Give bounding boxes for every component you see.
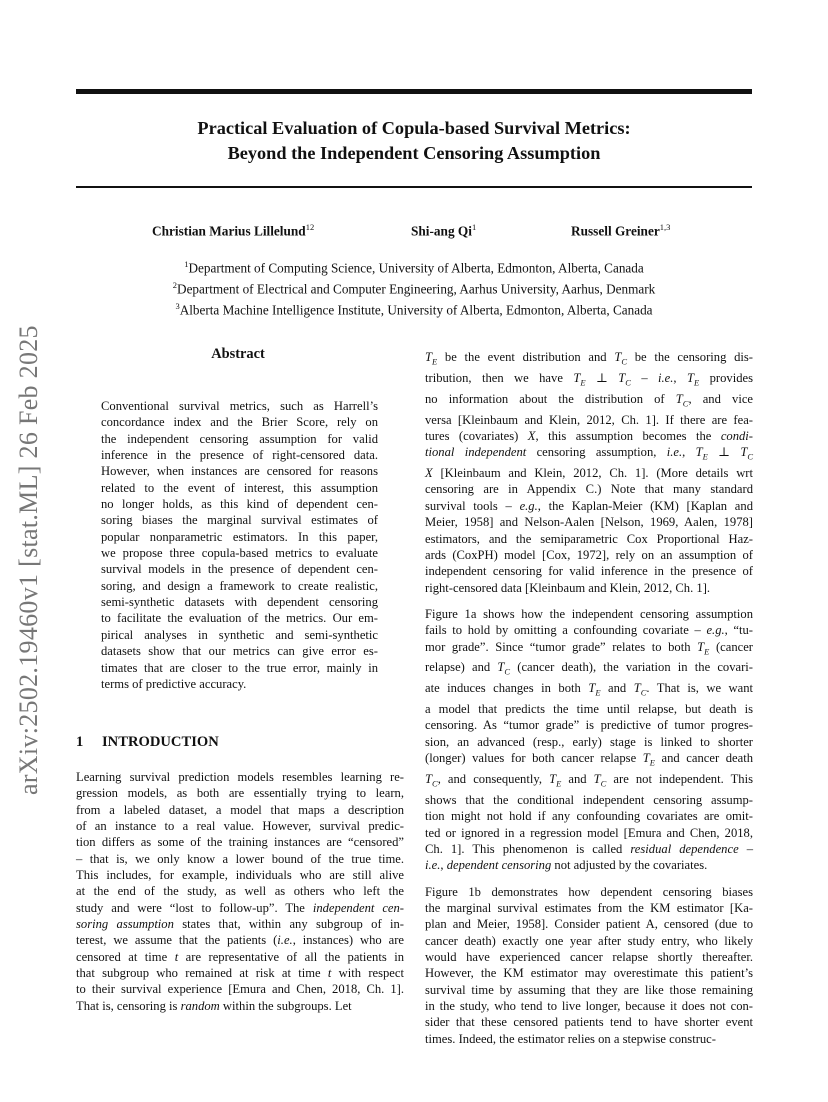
text-line: This includes, for example, individuals who are still alive <box>76 868 404 883</box>
text-line: estimators, and the semiparametric Cox Proportional Haz- <box>425 531 753 546</box>
text-line: no longer holds, as this kind of dependent cen- <box>101 497 378 512</box>
paragraph-figure-1a <box>425 606 753 874</box>
text-line: sion, an advanced (resp., early) stage is linked to shorter <box>425 734 753 749</box>
text-line: study and were “lost to follow-up”. The independent cen- <box>76 900 404 915</box>
text-line: cancer death) exactly one year after study entry, who likely <box>425 933 753 948</box>
text-line: datasets show that our metrics can give error es- <box>101 644 378 659</box>
text-line: tion might not hold if any confounding covariates are omit- <box>425 809 753 824</box>
paper-title <box>76 116 752 166</box>
text-line: censored at time t are representative of all the patients in <box>76 949 404 964</box>
abstract-body <box>101 398 378 692</box>
title-bottom-rule <box>76 186 752 188</box>
text-line: no information about the distribution of $T_C$, and vice <box>425 391 753 409</box>
text-line: Ch. 1]. This phenomenon is called residual dependence – <box>425 841 753 856</box>
text-line: ards (CoxPH) model [Cox, 1972], rely on an assumption of <box>425 547 753 562</box>
text-line: in the study, who tend to live longer, because it does not con- <box>425 999 753 1014</box>
text-line: terms of predictive accuracy. <box>101 676 247 691</box>
text-line: shows that the conditional independent censoring assump- <box>425 792 753 807</box>
arxiv-identifier-stamp: arXiv:2502.19460v1 [stat.ML] 26 Feb 2025 <box>14 325 43 795</box>
text-line: survival tools – e.g., the Kaplan-Meier (KM) [Kaplan and <box>425 498 753 513</box>
text-line: that subgroup who remained at risk at time t with respect <box>76 966 404 981</box>
text-line: X [Kleinbaum and Klein, 2012, Ch. 1]. (More details wrt <box>425 466 753 481</box>
text-line: terest, we assume that the patients (i.e., instances) who are <box>76 933 404 948</box>
text-line: would have experienced cancer relapse shortly thereafter. <box>425 949 753 964</box>
text-line: censoring. As “tumor grade” is predictive of tumor progres- <box>425 718 753 733</box>
text-line: soring biases the marginal survival estimates of <box>101 513 378 528</box>
text-line: i.e., dependent censoring not adjusted by the covariates. <box>425 858 708 873</box>
paragraph-figure-1b <box>425 884 753 1047</box>
text-line: Meier, 1958] and Nelson-Aalen [Nelson, 1969, Aalen, 1978] <box>425 515 753 530</box>
text-line: fails to hold by omitting a confounding covariate – e.g., “tu- <box>425 623 753 638</box>
text-line: right-censored data [Kleinbaum and Klein, 2012, Ch. 1]. <box>425 580 711 595</box>
text-line: concordance index and the Brier Score, rely on <box>101 415 378 430</box>
text-line: we propose three copula-based metrics to evaluate <box>101 546 378 561</box>
text-line: inference in the presence of right-censored data. <box>101 448 378 463</box>
text-line: timates that are closer to the true error, mainly in <box>101 660 378 675</box>
text-line: independent censoring for valid inference in the presence of <box>425 564 753 579</box>
text-line: survival models in the presence of dependent cen- <box>101 562 378 577</box>
paragraph-independence <box>425 349 753 596</box>
abstract-heading: Abstract <box>211 346 265 362</box>
text-line: the independent censoring assumption for valid <box>101 431 378 446</box>
text-line: $T_C$, and consequently, $T_E$ and $T_C$ are not independent. This <box>425 772 753 789</box>
title-line-2: Beyond the Independent Censoring Assumption <box>227 143 601 163</box>
text-line: $T_E$ be the event distribution and $T_C$ be the censoring dis- <box>425 350 754 367</box>
text-line: Conventional survival metrics, such as Harrell’s <box>101 399 378 413</box>
text-line: tion differs as some of the training instances are “censored” <box>76 835 404 850</box>
text-line: Figure 1b demonstrates how dependent censoring biases <box>425 884 753 899</box>
affiliation-1: $^1$Department of Computing Science, University of Alberta, Edmonton, Alberta, Canada <box>184 259 644 276</box>
text-line: However, the KM estimator may overestimate this patient’s <box>425 966 753 981</box>
section-title: INTRODUCTION <box>102 734 219 750</box>
affiliations <box>76 256 752 319</box>
text-line: relapse) and $T_C$ (cancer death), the variation in the covari- <box>425 660 753 677</box>
title-line-1: Practical Evaluation of Copula-based Survival Metrics: <box>197 118 631 138</box>
text-line: – that is, we only know a lower bound of the true time. <box>76 851 404 866</box>
affiliation-3: $^3$Alberta Machine Intelligence Institute, University of Alberta, Edmonton, Alberta, Canada <box>175 300 653 318</box>
text-line: a model that predicts the time until relapse, but death is <box>425 702 753 717</box>
text-line: tures (covariates) X, this assumption becomes the condi- <box>425 428 753 443</box>
text-line: (longer) values for both cancer relapse $T_E$ and cancer death <box>425 751 753 768</box>
right-column <box>425 349 753 1047</box>
text-line: times. Indeed, the estimator relies on a stepwise construc- <box>425 1031 716 1046</box>
text-line: survival time by assuming that they are like those remaining <box>425 982 753 997</box>
section-number: 1 <box>76 734 84 750</box>
text-line: That is, censoring is random within the subgroups. Let <box>76 998 352 1013</box>
affiliation-2: $^2$Department of Electrical and Computer Engineering, Aarhus University, Aarhus, Denmark <box>172 279 656 297</box>
text-line: soring assumption states that, within any subgroup of in- <box>76 917 404 932</box>
text-line: versa [Kleinbaum and Klein, 2012, Ch. 1]. If there are fea- <box>425 412 753 427</box>
text-line: popular nonparametric estimators. In this paper, <box>101 529 378 544</box>
text-line: related to the event of interest, this assumption <box>101 480 378 495</box>
introduction-left-column <box>76 769 404 1014</box>
text-line: censoring are in Appendix C.) Note that many standard <box>425 482 753 497</box>
text-line: tional independent censoring assumption, i.e., $T_E$ ⊥ $T_C$ <box>425 445 754 462</box>
text-line: sider that these censored patients tend to have shorter event <box>425 1015 753 1030</box>
text-line: Learning survival prediction models resembles learning re- <box>76 770 404 784</box>
text-line: the marginal survival estimates from the KM estimator [Ka- <box>425 900 753 915</box>
title-top-rule <box>76 89 752 94</box>
text-line: ted or ignored in a regression model [Emura and Chen, 2018, <box>425 825 753 840</box>
text-line: tribution, then we have $T_E$ ⊥ $T_C - i.e$., $T_E$ provides <box>425 370 753 388</box>
text-line: soring, and design a framework to create realistic, <box>101 578 378 593</box>
author-3: Russell Greiner$^{1,3}$ <box>571 222 671 239</box>
author-2: Shi-ang Qi$^1$ <box>411 222 477 239</box>
text-line: at the end of the study, as well as others who left the <box>76 884 404 899</box>
text-line: from a labeled dataset, a model that maps a description <box>76 802 404 817</box>
text-line: Figure 1a shows how the independent censoring assumption <box>425 606 753 621</box>
text-line: ate induces changes in both $T_E$ and $T_C$. That is, we want <box>425 681 754 698</box>
text-line: pirical analyses in synthetic and semi-synthetic <box>101 627 378 642</box>
text-line: gression models, as both are essentially trying to learn, <box>76 786 404 801</box>
text-line: of an instance to a real value. However, survival predic- <box>76 819 404 834</box>
text-line: mor grade”. Since “tumor grade” relates to both $T_E$ (cancer <box>425 639 753 657</box>
text-line: to their survival experience [Emura and Chen, 2018, Ch. 1]. <box>76 982 404 997</box>
author-1: Christian Marius Lillelund$^{12}$ <box>152 222 315 239</box>
text-line: plan and Meier, 1958]. Consider patient A, censored (due to <box>425 917 753 932</box>
text-line: to facilitate the evaluation of the metrics. Our em- <box>101 611 378 626</box>
text-line: However, when instances are censored for reasons <box>101 464 378 479</box>
section-heading-introduction <box>76 734 219 751</box>
text-line: semi-synthetic datasets with dependent censoring <box>101 595 378 610</box>
